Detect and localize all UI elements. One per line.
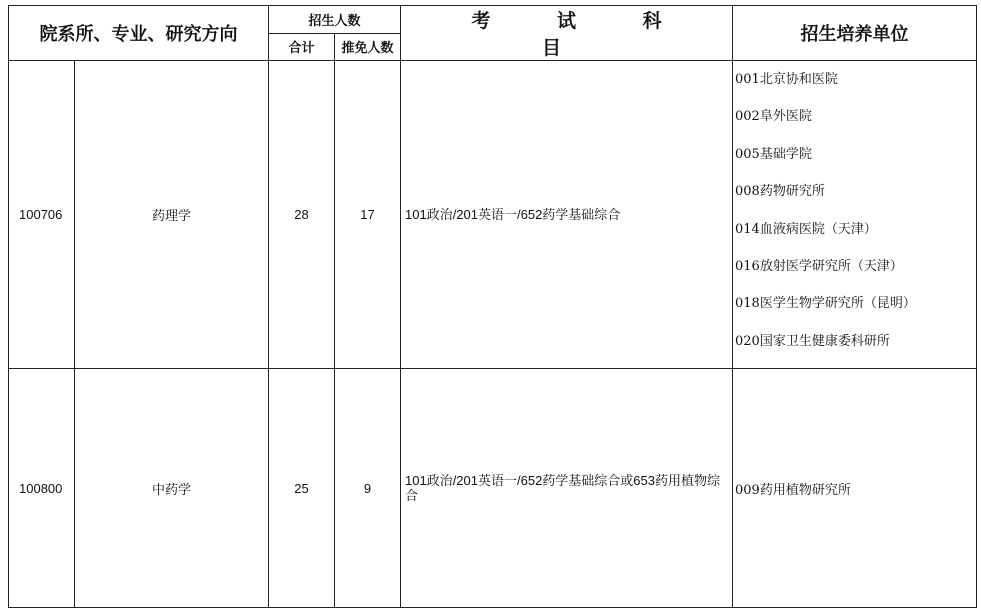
- unit-item: 005基础学院: [735, 146, 812, 162]
- unit-item: 018医学生物学研究所（昆明）: [735, 296, 916, 312]
- header-total: 合计: [269, 33, 335, 61]
- exam-subjects: 101政治/201英语一/652药学基础综合或653药用植物综合: [401, 369, 733, 608]
- major-name: 药理学: [75, 61, 269, 369]
- units-cell: [733, 61, 977, 369]
- header-enrollment: 招生人数: [269, 6, 401, 34]
- unit-item: 008药物研究所: [735, 184, 825, 200]
- major-name: 中药学: [75, 369, 269, 608]
- table-row: [9, 369, 977, 608]
- unit-item: 002阜外医院: [735, 109, 812, 125]
- unit-item: 001北京协和医院: [735, 72, 838, 87]
- unit-item: 020国家卫生健康委科研所: [735, 333, 890, 349]
- exempt-count: 9: [335, 369, 401, 608]
- major-code: 100706: [9, 61, 75, 369]
- total-count: 28: [269, 61, 335, 369]
- header-dept: 院系所、专业、研究方向: [9, 6, 269, 61]
- total-count: 25: [269, 369, 335, 608]
- header-units: 招生培养单位: [733, 6, 977, 61]
- unit-item: 009药用植物研究所: [733, 369, 977, 608]
- header-exempt: 推免人数: [335, 33, 401, 61]
- unit-item: 016放射医学研究所（天津）: [735, 258, 903, 274]
- unit-item: 014血液病医院（天津）: [735, 221, 877, 237]
- units-list: [733, 61, 976, 368]
- exempt-count: 17: [335, 61, 401, 369]
- table-row: [9, 61, 977, 369]
- major-code: 100800: [9, 369, 75, 608]
- exam-subjects: 101政治/201英语一/652药学基础综合: [401, 61, 733, 369]
- admissions-table: [8, 5, 977, 608]
- header-exam: 考 试 科 目: [401, 6, 733, 61]
